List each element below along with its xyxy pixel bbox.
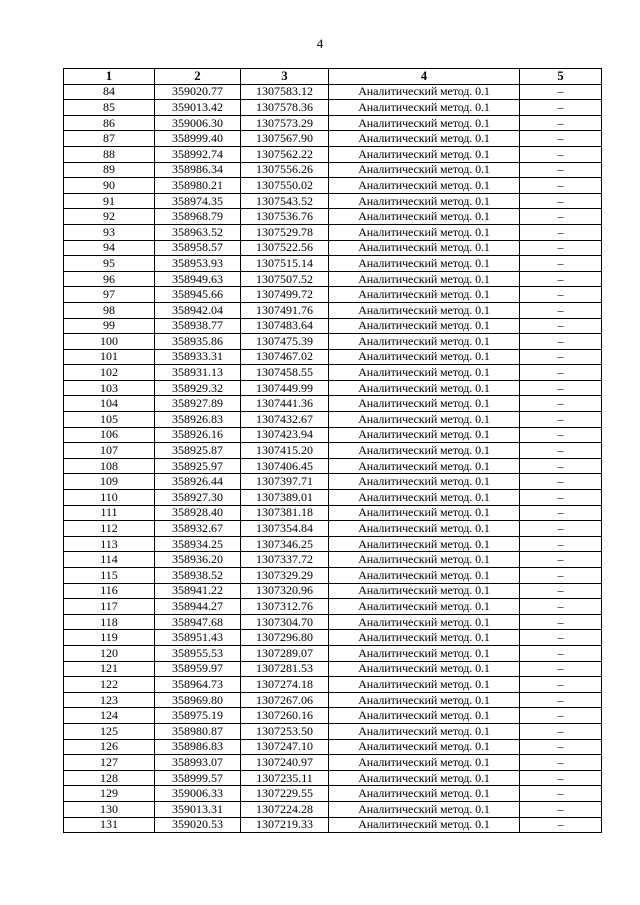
y-coordinate-cell: 1307247.10	[241, 739, 329, 755]
x-coordinate-cell: 358936.20	[155, 552, 241, 568]
table-row	[64, 630, 602, 646]
y-coordinate-cell: 1307260.16	[241, 708, 329, 724]
method-cell: Аналитический метод. 0.1	[329, 801, 520, 817]
method-cell: Аналитический метод. 0.1	[329, 786, 520, 802]
y-coordinate-cell: 1307491.76	[241, 302, 329, 318]
point-number-cell: 118	[64, 614, 155, 630]
table-row	[64, 115, 602, 131]
point-number-cell: 88	[64, 146, 155, 162]
method-cell: Аналитический метод. 0.1	[329, 334, 520, 350]
y-coordinate-cell: 1307406.45	[241, 458, 329, 474]
point-number-cell: 90	[64, 178, 155, 194]
y-coordinate-cell: 1307483.64	[241, 318, 329, 334]
method-cell: Аналитический метод. 0.1	[329, 302, 520, 318]
column-header-1: 1	[64, 69, 155, 85]
note-cell: –	[520, 302, 602, 318]
x-coordinate-cell: 359020.53	[155, 817, 241, 833]
x-coordinate-cell: 358925.97	[155, 458, 241, 474]
note-cell: –	[520, 84, 602, 100]
y-coordinate-cell: 1307529.78	[241, 224, 329, 240]
point-number-cell: 119	[64, 630, 155, 646]
point-number-cell: 109	[64, 474, 155, 490]
table-row	[64, 568, 602, 584]
table-row	[64, 739, 602, 755]
column-header-2: 2	[155, 69, 241, 85]
y-coordinate-cell: 1307312.76	[241, 599, 329, 615]
table-row	[64, 801, 602, 817]
point-number-cell: 106	[64, 427, 155, 443]
x-coordinate-cell: 358974.35	[155, 193, 241, 209]
y-coordinate-cell: 1307240.97	[241, 755, 329, 771]
table-row	[64, 645, 602, 661]
column-header-3: 3	[241, 69, 329, 85]
note-cell: –	[520, 287, 602, 303]
table-row	[64, 521, 602, 537]
note-cell: –	[520, 224, 602, 240]
point-number-cell: 92	[64, 209, 155, 225]
method-cell: Аналитический метод. 0.1	[329, 380, 520, 396]
x-coordinate-cell: 358927.89	[155, 396, 241, 412]
point-number-cell: 107	[64, 443, 155, 459]
method-cell: Аналитический метод. 0.1	[329, 568, 520, 584]
note-cell: –	[520, 490, 602, 506]
point-number-cell: 117	[64, 599, 155, 615]
x-coordinate-cell: 358993.07	[155, 755, 241, 771]
x-coordinate-cell: 358938.52	[155, 568, 241, 584]
y-coordinate-cell: 1307515.14	[241, 256, 329, 272]
y-coordinate-cell: 1307432.67	[241, 412, 329, 428]
table-row	[64, 692, 602, 708]
method-cell: Аналитический метод. 0.1	[329, 115, 520, 131]
x-coordinate-cell: 358926.44	[155, 474, 241, 490]
table-row	[64, 271, 602, 287]
point-number-cell: 87	[64, 131, 155, 147]
method-cell: Аналитический метод. 0.1	[329, 536, 520, 552]
x-coordinate-cell: 358986.83	[155, 739, 241, 755]
method-cell: Аналитический метод. 0.1	[329, 256, 520, 272]
table-row	[64, 318, 602, 334]
note-cell: –	[520, 427, 602, 443]
y-coordinate-cell: 1307458.55	[241, 365, 329, 381]
note-cell: –	[520, 131, 602, 147]
method-cell: Аналитический метод. 0.1	[329, 770, 520, 786]
note-cell: –	[520, 708, 602, 724]
note-cell: –	[520, 521, 602, 537]
x-coordinate-cell: 358986.34	[155, 162, 241, 178]
y-coordinate-cell: 1307583.12	[241, 84, 329, 100]
note-cell: –	[520, 396, 602, 412]
point-number-cell: 131	[64, 817, 155, 833]
y-coordinate-cell: 1307267.06	[241, 692, 329, 708]
point-number-cell: 115	[64, 568, 155, 584]
point-number-cell: 114	[64, 552, 155, 568]
y-coordinate-cell: 1307337.72	[241, 552, 329, 568]
point-number-cell: 123	[64, 692, 155, 708]
x-coordinate-cell: 358935.86	[155, 334, 241, 350]
method-cell: Аналитический метод. 0.1	[329, 755, 520, 771]
table-row	[64, 256, 602, 272]
note-cell: –	[520, 443, 602, 459]
table-row	[64, 209, 602, 225]
coordinates-table	[63, 68, 602, 833]
table-row	[64, 583, 602, 599]
method-cell: Аналитический метод. 0.1	[329, 427, 520, 443]
point-number-cell: 98	[64, 302, 155, 318]
x-coordinate-cell: 358975.19	[155, 708, 241, 724]
note-cell: –	[520, 240, 602, 256]
method-cell: Аналитический метод. 0.1	[329, 146, 520, 162]
note-cell: –	[520, 365, 602, 381]
table-row	[64, 786, 602, 802]
table-row	[64, 224, 602, 240]
x-coordinate-cell: 358925.87	[155, 443, 241, 459]
point-number-cell: 101	[64, 349, 155, 365]
note-cell: –	[520, 739, 602, 755]
y-coordinate-cell: 1307320.96	[241, 583, 329, 599]
method-cell: Аналитический метод. 0.1	[329, 677, 520, 693]
note-cell: –	[520, 568, 602, 584]
y-coordinate-cell: 1307296.80	[241, 630, 329, 646]
table-row	[64, 396, 602, 412]
x-coordinate-cell: 358955.53	[155, 645, 241, 661]
x-coordinate-cell: 358941.22	[155, 583, 241, 599]
x-coordinate-cell: 358963.52	[155, 224, 241, 240]
method-cell: Аналитический метод. 0.1	[329, 630, 520, 646]
note-cell: –	[520, 692, 602, 708]
note-cell: –	[520, 645, 602, 661]
y-coordinate-cell: 1307224.28	[241, 801, 329, 817]
note-cell: –	[520, 677, 602, 693]
method-cell: Аналитический метод. 0.1	[329, 474, 520, 490]
note-cell: –	[520, 380, 602, 396]
x-coordinate-cell: 359013.31	[155, 801, 241, 817]
x-coordinate-cell: 358945.66	[155, 287, 241, 303]
note-cell: –	[520, 817, 602, 833]
method-cell: Аналитический метод. 0.1	[329, 240, 520, 256]
x-coordinate-cell: 358951.43	[155, 630, 241, 646]
y-coordinate-cell: 1307281.53	[241, 661, 329, 677]
y-coordinate-cell: 1307304.70	[241, 614, 329, 630]
x-coordinate-cell: 359006.30	[155, 115, 241, 131]
x-coordinate-cell: 358969.80	[155, 692, 241, 708]
method-cell: Аналитический метод. 0.1	[329, 599, 520, 615]
note-cell: –	[520, 271, 602, 287]
y-coordinate-cell: 1307556.26	[241, 162, 329, 178]
note-cell: –	[520, 770, 602, 786]
point-number-cell: 126	[64, 739, 155, 755]
point-number-cell: 85	[64, 100, 155, 116]
x-coordinate-cell: 358929.32	[155, 380, 241, 396]
method-cell: Аналитический метод. 0.1	[329, 723, 520, 739]
note-cell: –	[520, 178, 602, 194]
point-number-cell: 124	[64, 708, 155, 724]
x-coordinate-cell: 358959.97	[155, 661, 241, 677]
method-cell: Аналитический метод. 0.1	[329, 287, 520, 303]
x-coordinate-cell: 358964.73	[155, 677, 241, 693]
y-coordinate-cell: 1307536.76	[241, 209, 329, 225]
x-coordinate-cell: 358992.74	[155, 146, 241, 162]
x-coordinate-cell: 358932.67	[155, 521, 241, 537]
method-cell: Аналитический метод. 0.1	[329, 396, 520, 412]
x-coordinate-cell: 358927.30	[155, 490, 241, 506]
method-cell: Аналитический метод. 0.1	[329, 583, 520, 599]
method-cell: Аналитический метод. 0.1	[329, 162, 520, 178]
point-number-cell: 86	[64, 115, 155, 131]
x-coordinate-cell: 358949.63	[155, 271, 241, 287]
table-row	[64, 817, 602, 833]
method-cell: Аналитический метод. 0.1	[329, 645, 520, 661]
method-cell: Аналитический метод. 0.1	[329, 708, 520, 724]
note-cell: –	[520, 786, 602, 802]
y-coordinate-cell: 1307543.52	[241, 193, 329, 209]
method-cell: Аналитический метод. 0.1	[329, 209, 520, 225]
x-coordinate-cell: 358942.04	[155, 302, 241, 318]
y-coordinate-cell: 1307562.22	[241, 146, 329, 162]
table-row	[64, 770, 602, 786]
y-coordinate-cell: 1307567.90	[241, 131, 329, 147]
x-coordinate-cell: 358934.25	[155, 536, 241, 552]
point-number-cell: 110	[64, 490, 155, 506]
point-number-cell: 84	[64, 84, 155, 100]
table-row	[64, 755, 602, 771]
point-number-cell: 97	[64, 287, 155, 303]
x-coordinate-cell: 358947.68	[155, 614, 241, 630]
x-coordinate-cell: 359013.42	[155, 100, 241, 116]
note-cell: –	[520, 552, 602, 568]
x-coordinate-cell: 358980.87	[155, 723, 241, 739]
point-number-cell: 128	[64, 770, 155, 786]
table-row	[64, 677, 602, 693]
y-coordinate-cell: 1307475.39	[241, 334, 329, 350]
method-cell: Аналитический метод. 0.1	[329, 490, 520, 506]
method-cell: Аналитический метод. 0.1	[329, 614, 520, 630]
table-row	[64, 536, 602, 552]
y-coordinate-cell: 1307423.94	[241, 427, 329, 443]
table-row	[64, 723, 602, 739]
note-cell: –	[520, 412, 602, 428]
column-header-5: 5	[520, 69, 602, 85]
method-cell: Аналитический метод. 0.1	[329, 193, 520, 209]
note-cell: –	[520, 318, 602, 334]
method-cell: Аналитический метод. 0.1	[329, 661, 520, 677]
note-cell: –	[520, 100, 602, 116]
point-number-cell: 112	[64, 521, 155, 537]
note-cell: –	[520, 349, 602, 365]
table-row	[64, 661, 602, 677]
point-number-cell: 116	[64, 583, 155, 599]
y-coordinate-cell: 1307522.56	[241, 240, 329, 256]
method-cell: Аналитический метод. 0.1	[329, 817, 520, 833]
y-coordinate-cell: 1307499.72	[241, 287, 329, 303]
note-cell: –	[520, 536, 602, 552]
method-cell: Аналитический метод. 0.1	[329, 131, 520, 147]
table-row	[64, 131, 602, 147]
x-coordinate-cell: 358933.31	[155, 349, 241, 365]
page-number: 4	[316, 36, 324, 51]
y-coordinate-cell: 1307550.02	[241, 178, 329, 194]
x-coordinate-cell: 358931.13	[155, 365, 241, 381]
y-coordinate-cell: 1307573.29	[241, 115, 329, 131]
note-cell: –	[520, 583, 602, 599]
y-coordinate-cell: 1307397.71	[241, 474, 329, 490]
y-coordinate-cell: 1307389.01	[241, 490, 329, 506]
column-header-4: 4	[329, 69, 520, 85]
y-coordinate-cell: 1307415.20	[241, 443, 329, 459]
x-coordinate-cell: 358999.57	[155, 770, 241, 786]
point-number-cell: 99	[64, 318, 155, 334]
note-cell: –	[520, 614, 602, 630]
method-cell: Аналитический метод. 0.1	[329, 739, 520, 755]
x-coordinate-cell: 359006.33	[155, 786, 241, 802]
table-row	[64, 365, 602, 381]
method-cell: Аналитический метод. 0.1	[329, 458, 520, 474]
point-number-cell: 102	[64, 365, 155, 381]
point-number-cell: 89	[64, 162, 155, 178]
method-cell: Аналитический метод. 0.1	[329, 365, 520, 381]
method-cell: Аналитический метод. 0.1	[329, 224, 520, 240]
point-number-cell: 121	[64, 661, 155, 677]
x-coordinate-cell: 358926.83	[155, 412, 241, 428]
y-coordinate-cell: 1307329.29	[241, 568, 329, 584]
method-cell: Аналитический метод. 0.1	[329, 178, 520, 194]
note-cell: –	[520, 755, 602, 771]
x-coordinate-cell: 358938.77	[155, 318, 241, 334]
point-number-cell: 91	[64, 193, 155, 209]
y-coordinate-cell: 1307274.18	[241, 677, 329, 693]
table-row	[64, 84, 602, 100]
method-cell: Аналитический метод. 0.1	[329, 271, 520, 287]
y-coordinate-cell: 1307354.84	[241, 521, 329, 537]
point-number-cell: 111	[64, 505, 155, 521]
x-coordinate-cell: 358928.40	[155, 505, 241, 521]
method-cell: Аналитический метод. 0.1	[329, 412, 520, 428]
method-cell: Аналитический метод. 0.1	[329, 443, 520, 459]
y-coordinate-cell: 1307289.07	[241, 645, 329, 661]
note-cell: –	[520, 193, 602, 209]
method-cell: Аналитический метод. 0.1	[329, 84, 520, 100]
table-row	[64, 162, 602, 178]
note-cell: –	[520, 209, 602, 225]
method-cell: Аналитический метод. 0.1	[329, 100, 520, 116]
table-row	[64, 599, 602, 615]
table-body	[64, 84, 602, 833]
table-header-row	[64, 69, 602, 85]
x-coordinate-cell: 359020.77	[155, 84, 241, 100]
x-coordinate-cell: 358958.57	[155, 240, 241, 256]
note-cell: –	[520, 334, 602, 350]
table-row	[64, 178, 602, 194]
table-row	[64, 240, 602, 256]
x-coordinate-cell: 358999.40	[155, 131, 241, 147]
point-number-cell: 120	[64, 645, 155, 661]
table-row	[64, 552, 602, 568]
y-coordinate-cell: 1307235.11	[241, 770, 329, 786]
table-row	[64, 708, 602, 724]
point-number-cell: 122	[64, 677, 155, 693]
table-row	[64, 302, 602, 318]
point-number-cell: 129	[64, 786, 155, 802]
table-row	[64, 146, 602, 162]
table-row	[64, 287, 602, 303]
method-cell: Аналитический метод. 0.1	[329, 692, 520, 708]
note-cell: –	[520, 256, 602, 272]
note-cell: –	[520, 661, 602, 677]
note-cell: –	[520, 723, 602, 739]
table-row	[64, 443, 602, 459]
method-cell: Аналитический метод. 0.1	[329, 552, 520, 568]
table-row	[64, 458, 602, 474]
y-coordinate-cell: 1307381.18	[241, 505, 329, 521]
point-number-cell: 100	[64, 334, 155, 350]
note-cell: –	[520, 115, 602, 131]
y-coordinate-cell: 1307578.36	[241, 100, 329, 116]
point-number-cell: 108	[64, 458, 155, 474]
note-cell: –	[520, 146, 602, 162]
method-cell: Аналитический метод. 0.1	[329, 318, 520, 334]
point-number-cell: 93	[64, 224, 155, 240]
table-row	[64, 474, 602, 490]
point-number-cell: 130	[64, 801, 155, 817]
x-coordinate-cell: 358980.21	[155, 178, 241, 194]
point-number-cell: 113	[64, 536, 155, 552]
note-cell: –	[520, 505, 602, 521]
note-cell: –	[520, 801, 602, 817]
table-row	[64, 412, 602, 428]
table-row	[64, 380, 602, 396]
table-row	[64, 505, 602, 521]
x-coordinate-cell: 358968.79	[155, 209, 241, 225]
note-cell: –	[520, 630, 602, 646]
table-row	[64, 427, 602, 443]
x-coordinate-cell: 358953.93	[155, 256, 241, 272]
table-row	[64, 334, 602, 350]
method-cell: Аналитический метод. 0.1	[329, 521, 520, 537]
y-coordinate-cell: 1307467.02	[241, 349, 329, 365]
point-number-cell: 127	[64, 755, 155, 771]
y-coordinate-cell: 1307449.99	[241, 380, 329, 396]
y-coordinate-cell: 1307441.36	[241, 396, 329, 412]
method-cell: Аналитический метод. 0.1	[329, 349, 520, 365]
note-cell: –	[520, 599, 602, 615]
y-coordinate-cell: 1307346.25	[241, 536, 329, 552]
y-coordinate-cell: 1307219.33	[241, 817, 329, 833]
table-row	[64, 490, 602, 506]
y-coordinate-cell: 1307507.52	[241, 271, 329, 287]
point-number-cell: 104	[64, 396, 155, 412]
point-number-cell: 94	[64, 240, 155, 256]
table-row	[64, 614, 602, 630]
point-number-cell: 96	[64, 271, 155, 287]
x-coordinate-cell: 358926.16	[155, 427, 241, 443]
y-coordinate-cell: 1307253.50	[241, 723, 329, 739]
point-number-cell: 125	[64, 723, 155, 739]
table-row	[64, 100, 602, 116]
table-row	[64, 193, 602, 209]
point-number-cell: 105	[64, 412, 155, 428]
table-row	[64, 349, 602, 365]
note-cell: –	[520, 162, 602, 178]
point-number-cell: 103	[64, 380, 155, 396]
note-cell: –	[520, 474, 602, 490]
note-cell: –	[520, 458, 602, 474]
method-cell: Аналитический метод. 0.1	[329, 505, 520, 521]
y-coordinate-cell: 1307229.55	[241, 786, 329, 802]
x-coordinate-cell: 358944.27	[155, 599, 241, 615]
point-number-cell: 95	[64, 256, 155, 272]
